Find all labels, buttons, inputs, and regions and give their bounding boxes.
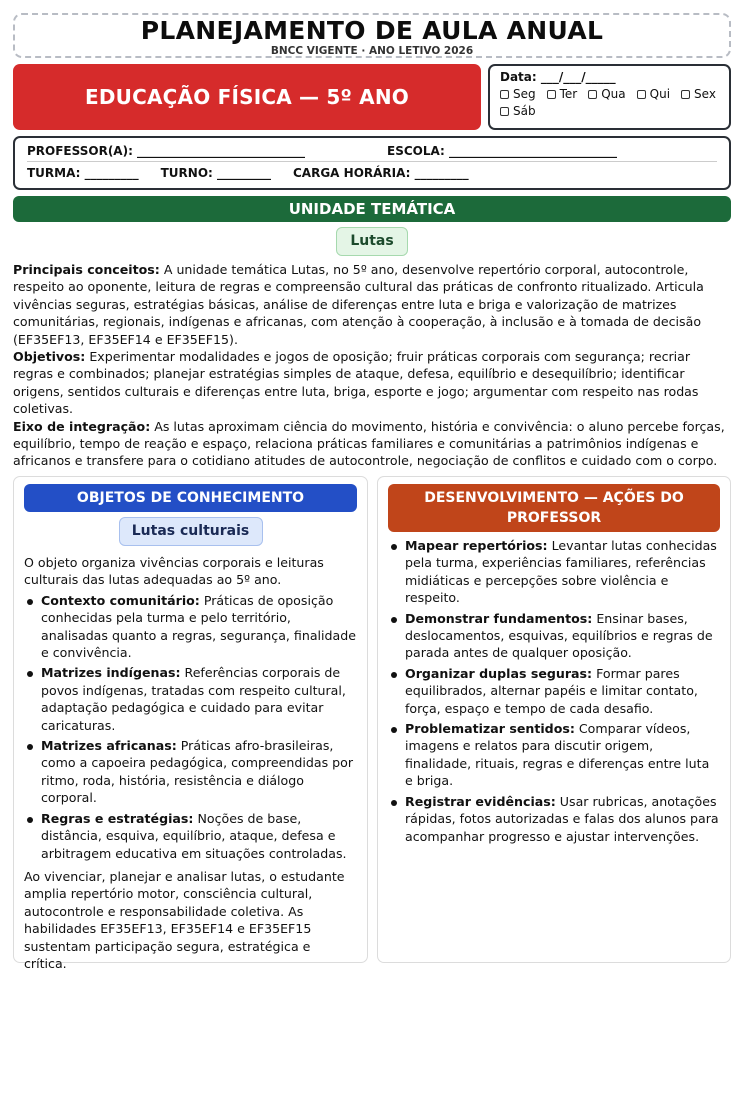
item-text: Formar pares equilibrados, alternar papéis e limitar contato, força, espaço e tempo de cada desafio. <box>405 665 698 716</box>
day-label: Sex <box>694 87 716 101</box>
list-item <box>24 810 357 862</box>
day-label: Qui <box>649 87 671 101</box>
class-field[interactable]: TURMA: _________ <box>27 166 139 180</box>
weekday-checkboxes <box>500 87 719 118</box>
shift-field[interactable]: TURNO: _________ <box>160 166 271 180</box>
teacher-actions-header: DESENVOLVIMENTO — AÇÕES DO PROFESSOR <box>388 484 720 532</box>
date-field[interactable]: Data: ___/___/_____ <box>500 70 616 84</box>
list-item <box>388 610 720 662</box>
checkbox-icon[interactable] <box>637 90 646 99</box>
thematic-unit-bar: UNIDADE TEMÁTICA <box>13 196 731 222</box>
subject-title: EDUCAÇÃO FÍSICA — 5º ANO <box>85 85 409 109</box>
list-item <box>388 720 720 790</box>
integration-text: As lutas aproximam ciência do movimento, história e convivência: o aluno percebe forças, equilíbrio, tempo de reação e espaço, relaciona práticas familiares e comunitárias a patrimônios indígenas e africanos e transfere para o cotidiano atitudes de autocontrole, negociação de conflitos e cuidado com o corpo. <box>13 418 725 469</box>
item-text: Práticas de oposição conhecidas pela turma e pelo território, analisadas quanto a regras, segurança, finalidade e convivência. <box>41 592 357 661</box>
item-text: Noções de base, distância, esquiva, equilíbrio, ataque, defesa e arbitragem educativa em situações controladas. <box>41 810 347 861</box>
item-text: Ensinar bases, deslocamentos, esquivas, equilíbrios e regras de parada antes de qualquer oposição. <box>405 610 713 661</box>
item-text: Comparar vídeos, imagens e relatos para discutir origem, finalidade, rituais, regras e diferenças entre luta e briga. <box>405 721 710 789</box>
school-field[interactable]: ESCOLA: ____________________________ <box>387 144 617 158</box>
thematic-unit-badge: Lutas <box>336 227 408 256</box>
item-text: Usar rubricas, anotações rápidas, fotos autorizadas e falas dos alunos para acompanhar progresso e ajustar intervenções. <box>405 793 719 844</box>
item-label: Matrizes indígenas: <box>41 665 181 681</box>
checkbox-icon[interactable] <box>588 90 597 99</box>
item-label: Matrizes africanas: <box>41 738 177 754</box>
day-label: Sáb <box>513 104 536 118</box>
day-checkbox-sab[interactable] <box>500 104 536 118</box>
checkbox-icon[interactable] <box>500 107 509 116</box>
workload-field[interactable]: CARGA HORÁRIA: _________ <box>293 166 469 180</box>
integration-paragraph <box>13 418 731 470</box>
knowledge-objects-header: OBJETOS DE CONHECIMENTO <box>24 484 357 512</box>
knowledge-object-badge: Lutas culturais <box>119 517 263 546</box>
checkbox-icon[interactable] <box>547 90 556 99</box>
list-item <box>24 737 357 807</box>
item-label: Mapear repertórios: <box>405 538 548 553</box>
actions-list <box>388 537 720 845</box>
item-label: Organizar duplas seguras: <box>405 665 593 681</box>
item-text: Levantar lutas conhecidas pela turma, experiências familiares, referências midiáticas e percepções sobre violência e respeito. <box>405 538 717 606</box>
knowledge-list <box>24 592 357 862</box>
list-item <box>24 664 357 734</box>
item-label: Registrar evidências: <box>405 793 556 809</box>
day-checkbox-qua[interactable] <box>588 87 625 101</box>
list-item <box>24 592 357 662</box>
item-label: Contexto comunitário: <box>41 592 200 608</box>
subject-banner <box>13 64 481 130</box>
item-label: Regras e estratégias: <box>41 810 194 826</box>
teacher-actions-panel <box>377 476 731 963</box>
objectives-paragraph <box>13 348 731 418</box>
item-label: Demonstrar fundamentos: <box>405 610 593 626</box>
day-label: Qua <box>601 87 626 101</box>
day-checkbox-ter[interactable] <box>547 87 578 101</box>
header-box <box>13 13 731 58</box>
teacher-info-box <box>13 136 731 190</box>
concepts-label: Principais conceitos: <box>13 262 160 277</box>
professor-field[interactable]: PROFESSOR(A): ____________________________ <box>27 144 306 158</box>
item-text: Referências corporais de povos indígenas, tratadas com respeito cultural, adaptação pedagógica e cuidado para evitar caricaturas. <box>41 665 346 733</box>
day-label: Seg <box>513 87 536 101</box>
knowledge-closing: Ao vivenciar, planejar e analisar lutas, o estudante amplia repertório motor, consciência cultural, autocontrole e responsabilidade coletiva. As habilidades EF35EF13, EF35EF14 e EF35EF15 sustentam participação segura, estratégica e crítica. <box>24 868 345 971</box>
integration-label: Eixo de integração: <box>13 418 151 434</box>
date-box <box>488 64 731 130</box>
page-subtitle: BNCC VIGENTE · ANO LETIVO 2026 <box>270 45 474 57</box>
item-text: Práticas afro-brasileiras, como a capoeira pedagógica, compreendidas por ritmo, roda, história, resistência e diálogo corporal. <box>41 738 354 806</box>
objectives-text: Experimentar modalidades e jogos de oposição; fruir práticas corporais com segurança; recriar regras e combinados; planejar estratégias simples de ataque, defesa, equilíbrio e desequilíbrio; identificar origens, sentidos culturais e diferenças entre luta, briga, esporte e jogo; argumentar com respeito nas rodas coletivas. <box>13 349 699 417</box>
page-title: PLANEJAMENTO DE AULA ANUAL <box>140 16 604 45</box>
list-item <box>388 537 720 607</box>
day-checkbox-seg[interactable] <box>500 87 536 101</box>
checkbox-icon[interactable] <box>681 90 690 99</box>
checkbox-icon[interactable] <box>500 90 509 99</box>
item-label: Problematizar sentidos: <box>405 721 575 737</box>
day-checkbox-qui[interactable] <box>637 87 670 101</box>
concepts-text: A unidade temática Lutas, no 5º ano, desenvolve repertório corporal, autocontrole, respeito ao oponente, leitura de regras e compreensão cultural das práticas de confronto ritualizado. Articula vivências seguras, estratégias básicas, análise de diferenças entre luta e briga e valorização de matrizes comunitárias, regionais, indígenas e africanas, com atenção à cooperação, à inclusão e à tomada de decisão (EF35EF13, EF35EF14 e EF35EF15). <box>13 262 704 347</box>
day-label: Ter <box>559 87 578 101</box>
day-checkbox-sex[interactable] <box>681 87 716 101</box>
list-item <box>388 665 720 717</box>
objectives-label: Objetivos: <box>13 349 86 365</box>
concepts-paragraph <box>13 261 731 348</box>
knowledge-lead: O objeto organiza vivências corporais e leituras culturais das lutas adequadas ao 5º ano. <box>24 555 324 588</box>
knowledge-objects-panel <box>13 476 368 971</box>
intro-section <box>13 261 731 470</box>
list-item <box>388 793 720 845</box>
